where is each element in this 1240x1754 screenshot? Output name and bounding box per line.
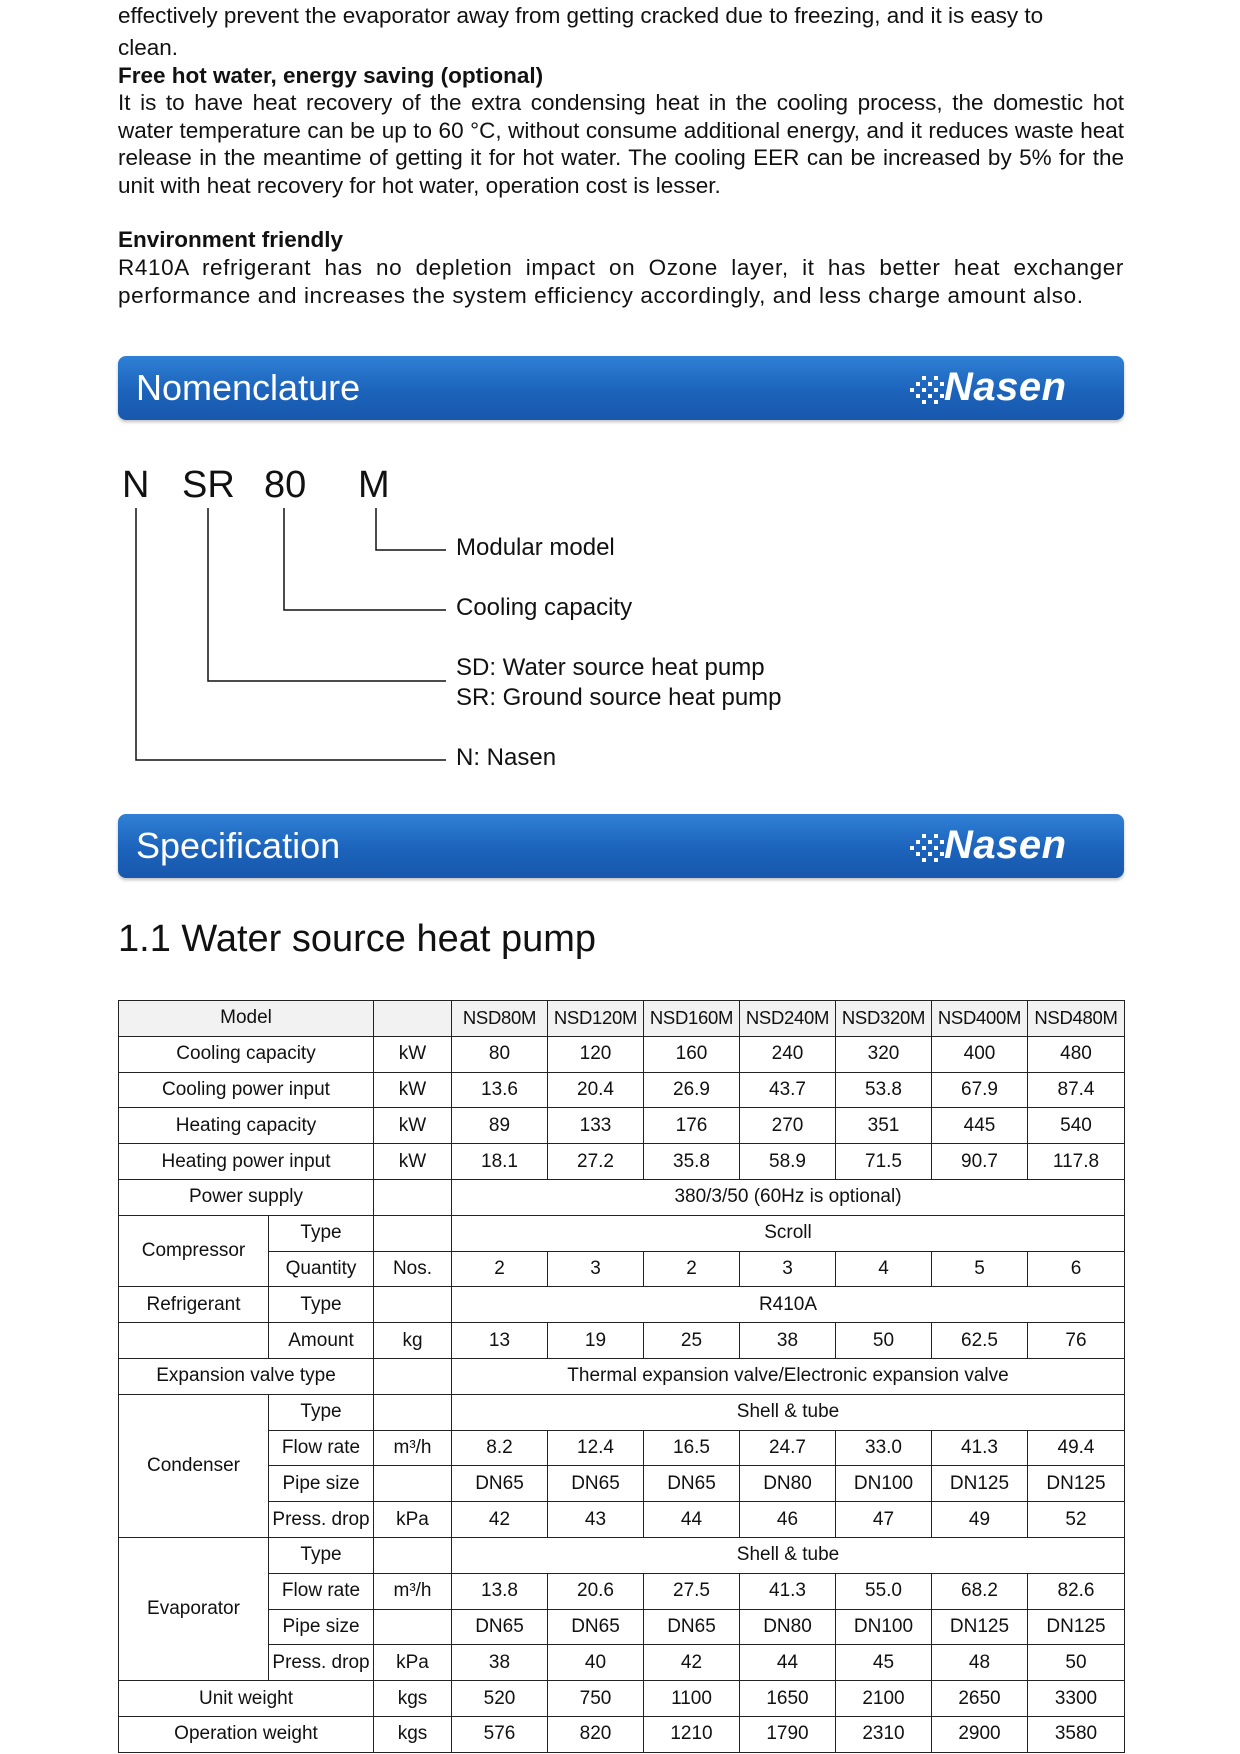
model-name-cell: NSD400M [932, 1001, 1028, 1037]
label-sd: SD: Water source heat pump [456, 654, 765, 681]
unit-cell: kW [374, 1144, 452, 1180]
heating-power-input-cell: 27.2 [548, 1144, 644, 1180]
table-row [119, 1287, 1125, 1323]
specification-title: Specification [136, 825, 341, 866]
model-name-cell: NSD80M [452, 1001, 548, 1037]
table-row [119, 1502, 1125, 1538]
intro-line-2: clean. [118, 35, 179, 60]
cooling-power-input-cell: 13.6 [452, 1072, 548, 1108]
condenser-press-drop-cell: 43 [548, 1502, 644, 1538]
condenser-label: Condenser [119, 1394, 269, 1537]
evaporator-pipe-size-cell: DN65 [452, 1609, 548, 1645]
refrigerant-amount-label: Amount [269, 1323, 374, 1359]
table-row [119, 1430, 1125, 1466]
cooling-power-input-cell: 20.4 [548, 1072, 644, 1108]
unit-cell [374, 1466, 452, 1502]
evaporator-flow-rate-label: Flow rate [269, 1573, 374, 1609]
nasen-logo [908, 823, 1078, 867]
evaporator-flow-rate-cell: 20.6 [548, 1573, 644, 1609]
unit-cell: kW [374, 1072, 452, 1108]
compressor-label: Compressor [119, 1215, 269, 1287]
table-row [119, 1573, 1125, 1609]
table-row [119, 1716, 1125, 1752]
compressor-quantity-cell: 2 [644, 1251, 740, 1287]
unit-cell [374, 1287, 452, 1323]
heating-capacity-label: Heating capacity [119, 1108, 374, 1144]
refrigerant-amount-cell: 76 [1028, 1323, 1125, 1359]
model-name-cell: NSD160M [644, 1001, 740, 1037]
heating-capacity-cell: 270 [740, 1108, 836, 1144]
condenser-press-drop-cell: 42 [452, 1502, 548, 1538]
label-cooling: Cooling capacity [456, 594, 633, 621]
refrigerant-type-label: Type [269, 1287, 374, 1323]
table-row [119, 1681, 1125, 1717]
model-name-cell: NSD240M [740, 1001, 836, 1037]
table-row [119, 1609, 1125, 1645]
connector-number [284, 508, 446, 610]
code-sr: SR [182, 464, 235, 506]
refrigerant-blank-cell [119, 1323, 269, 1359]
evaporator-pipe-size-cell: DN125 [1028, 1609, 1125, 1645]
nomenclature-banner [118, 356, 1124, 420]
condenser-press-drop-cell: 49 [932, 1502, 1028, 1538]
compressor-quantity-cell: 6 [1028, 1251, 1125, 1287]
evaporator-press-drop-cell: 42 [644, 1645, 740, 1681]
condenser-pipe-size-cell: DN100 [836, 1466, 932, 1502]
condenser-pipe-size-cell: DN65 [452, 1466, 548, 1502]
env-body: R410A refrigerant has no depletion impact on Ozone layer, it has better heat exchanger performance and increases the system efficiency accordingly, and less charge amount also. [118, 255, 1124, 308]
unit-cell: kW [374, 1108, 452, 1144]
cooling-capacity-cell: 320 [836, 1036, 932, 1072]
label-modular: Modular model [456, 534, 615, 561]
refrigerant-label: Refrigerant [119, 1287, 269, 1323]
table-row [119, 1323, 1125, 1359]
heating-power-input-cell: 58.9 [740, 1144, 836, 1180]
refrigerant-type-value: R410A [452, 1287, 1125, 1323]
nomenclature-title: Nomenclature [136, 367, 361, 408]
logo-word: Nasen [944, 823, 1067, 867]
condenser-press-drop-cell: 52 [1028, 1502, 1125, 1538]
heating-capacity-cell: 540 [1028, 1108, 1125, 1144]
operation-weight-cell: 3580 [1028, 1716, 1125, 1752]
condenser-press-drop-label: Press. drop [269, 1502, 374, 1538]
evaporator-flow-rate-cell: 41.3 [740, 1573, 836, 1609]
condenser-pipe-size-cell: DN80 [740, 1466, 836, 1502]
operation-weight-cell: 576 [452, 1716, 548, 1752]
unit-weight-cell: 520 [452, 1681, 548, 1717]
condenser-flow-rate-cell: 16.5 [644, 1430, 740, 1466]
condenser-press-drop-cell: 44 [644, 1502, 740, 1538]
logo-mark-icon [908, 826, 948, 866]
compressor-quantity-cell: 5 [932, 1251, 1028, 1287]
table-row [119, 1251, 1125, 1287]
cooling-power-input-label: Cooling power input [119, 1072, 374, 1108]
evaporator-pipe-size-cell: DN65 [644, 1609, 740, 1645]
heating-power-input-cell: 18.1 [452, 1144, 548, 1180]
refrigerant-amount-cell: 25 [644, 1323, 740, 1359]
specification-banner [118, 814, 1124, 878]
cooling-capacity-cell: 80 [452, 1036, 548, 1072]
evaporator-press-drop-cell: 50 [1028, 1645, 1125, 1681]
label-n: N: Nasen [456, 744, 557, 771]
table-row [119, 1358, 1125, 1394]
heating-capacity-cell: 351 [836, 1108, 932, 1144]
unit-weight-cell: 750 [548, 1681, 644, 1717]
unit-weight-cell: 3300 [1028, 1681, 1125, 1717]
table-row [119, 1001, 1125, 1037]
operation-weight-label: Operation weight [119, 1716, 374, 1752]
unit-cell: kPa [374, 1502, 452, 1538]
evaporator-press-drop-label: Press. drop [269, 1645, 374, 1681]
logo-mark-icon [908, 368, 948, 408]
model-name-cell: NSD320M [836, 1001, 932, 1037]
table-row [119, 1645, 1125, 1681]
unit-cell [374, 1537, 452, 1573]
code-n: N [122, 464, 150, 506]
unit-cell: kPa [374, 1645, 452, 1681]
cooling-capacity-cell: 240 [740, 1036, 836, 1072]
label-sr: SR: Ground source heat pump [456, 684, 782, 711]
cooling-power-input-cell: 43.7 [740, 1072, 836, 1108]
condenser-type-value: Shell & tube [452, 1394, 1125, 1430]
unit-cell [374, 1215, 452, 1251]
evaporator-pipe-size-label: Pipe size [269, 1609, 374, 1645]
table-row [119, 1215, 1125, 1251]
unit-header [374, 1001, 452, 1037]
unit-cell: kgs [374, 1716, 452, 1752]
condenser-type-label: Type [269, 1394, 374, 1430]
table-row [119, 1072, 1125, 1108]
condenser-flow-rate-cell: 33.0 [836, 1430, 932, 1466]
operation-weight-cell: 820 [548, 1716, 644, 1752]
table-row [119, 1537, 1125, 1573]
evaporator-type-label: Type [269, 1537, 374, 1573]
spec-table [118, 1000, 1125, 1753]
cooling-capacity-cell: 160 [644, 1036, 740, 1072]
condenser-pipe-size-cell: DN65 [644, 1466, 740, 1502]
unit-weight-cell: 2650 [932, 1681, 1028, 1717]
connector-n [136, 508, 446, 760]
code-number: 80 [264, 464, 307, 506]
connector-m [376, 508, 446, 550]
spec-table-body [119, 1001, 1125, 1753]
condenser-press-drop-cell: 46 [740, 1502, 836, 1538]
refrigerant-amount-cell: 13 [452, 1323, 548, 1359]
unit-weight-cell: 2100 [836, 1681, 932, 1717]
model-header: Model [119, 1001, 374, 1037]
heating-capacity-cell: 176 [644, 1108, 740, 1144]
unit-cell: kW [374, 1036, 452, 1072]
operation-weight-cell: 2310 [836, 1716, 932, 1752]
refrigerant-amount-cell: 38 [740, 1323, 836, 1359]
heating-capacity-cell: 89 [452, 1108, 548, 1144]
logo-word: Nasen [944, 365, 1067, 409]
compressor-quantity-cell: 3 [740, 1251, 836, 1287]
cooling-power-input-cell: 53.8 [836, 1072, 932, 1108]
heating-power-input-label: Heating power input [119, 1144, 374, 1180]
condenser-pipe-size-cell: DN65 [548, 1466, 644, 1502]
table-row [119, 1036, 1125, 1072]
table-row [119, 1144, 1125, 1180]
heating-power-input-cell: 71.5 [836, 1144, 932, 1180]
condenser-flow-rate-label: Flow rate [269, 1430, 374, 1466]
compressor-quantity-cell: 3 [548, 1251, 644, 1287]
operation-weight-cell: 2900 [932, 1716, 1028, 1752]
evaporator-pipe-size-cell: DN65 [548, 1609, 644, 1645]
cooling-power-input-cell: 26.9 [644, 1072, 740, 1108]
model-name-cell: NSD120M [548, 1001, 644, 1037]
hot-water-body: It is to have heat recovery of the extra condensing heat in the cooling process, the domestic hot water temperature can be up to 60 °C, without consume additional energy, and it reduces waste heat release in the meantime of getting it for hot water. The cooling EER can be increased by 5% for the unit with heat recovery for hot water, operation cost is lesser. [118, 90, 1124, 198]
code-m: M [358, 464, 390, 506]
evaporator-pipe-size-cell: DN80 [740, 1609, 836, 1645]
expansion-valve-value: Thermal expansion valve/Electronic expansion valve [452, 1358, 1125, 1394]
evaporator-press-drop-cell: 44 [740, 1645, 836, 1681]
unit-weight-label: Unit weight [119, 1681, 374, 1717]
condenser-pipe-size-label: Pipe size [269, 1466, 374, 1502]
unit-cell: Nos. [374, 1251, 452, 1287]
evaporator-flow-rate-cell: 68.2 [932, 1573, 1028, 1609]
heating-power-input-cell: 117.8 [1028, 1144, 1125, 1180]
condenser-flow-rate-cell: 49.4 [1028, 1430, 1125, 1466]
heating-capacity-cell: 445 [932, 1108, 1028, 1144]
cooling-power-input-cell: 87.4 [1028, 1072, 1125, 1108]
cooling-capacity-cell: 120 [548, 1036, 644, 1072]
env-heading: Environment friendly [118, 227, 344, 252]
unit-cell [374, 1358, 452, 1394]
table-row [119, 1179, 1125, 1215]
refrigerant-amount-cell: 50 [836, 1323, 932, 1359]
compressor-quantity-cell: 4 [836, 1251, 932, 1287]
operation-weight-cell: 1790 [740, 1716, 836, 1752]
evaporator-press-drop-cell: 38 [452, 1645, 548, 1681]
heating-power-input-cell: 90.7 [932, 1144, 1028, 1180]
compressor-quantity-cell: 2 [452, 1251, 548, 1287]
evaporator-press-drop-cell: 45 [836, 1645, 932, 1681]
evaporator-flow-rate-cell: 13.8 [452, 1573, 548, 1609]
evaporator-flow-rate-cell: 55.0 [836, 1573, 932, 1609]
table-row [119, 1394, 1125, 1430]
compressor-type-label: Type [269, 1215, 374, 1251]
cooling-capacity-cell: 400 [932, 1036, 1028, 1072]
evaporator-press-drop-cell: 40 [548, 1645, 644, 1681]
heating-capacity-cell: 133 [548, 1108, 644, 1144]
unit-cell: m³/h [374, 1430, 452, 1466]
heating-power-input-cell: 35.8 [644, 1144, 740, 1180]
evaporator-flow-rate-cell: 27.5 [644, 1573, 740, 1609]
condenser-pipe-size-cell: DN125 [932, 1466, 1028, 1502]
hot-water-heading: Free hot water, energy saving (optional) [118, 63, 544, 88]
expansion-valve-label: Expansion valve type [119, 1358, 374, 1394]
cooling-capacity-label: Cooling capacity [119, 1036, 374, 1072]
refrigerant-amount-cell: 19 [548, 1323, 644, 1359]
unit-cell [374, 1609, 452, 1645]
section-subtitle: 1.1 Water source heat pump [118, 918, 597, 960]
evaporator-pipe-size-cell: DN100 [836, 1609, 932, 1645]
compressor-quantity-label: Quantity [269, 1251, 374, 1287]
model-name-cell: NSD480M [1028, 1001, 1125, 1037]
evaporator-press-drop-cell: 48 [932, 1645, 1028, 1681]
evaporator-flow-rate-cell: 82.6 [1028, 1573, 1125, 1609]
compressor-type-value: Scroll [452, 1215, 1125, 1251]
intro-line-1: effectively prevent the evaporator away from getting cracked due to freezing, and it is easy to [118, 3, 1044, 28]
unit-cell: m³/h [374, 1573, 452, 1609]
power-supply-value: 380/3/50 (60Hz is optional) [452, 1179, 1125, 1215]
unit-weight-cell: 1650 [740, 1681, 836, 1717]
unit-cell: kgs [374, 1681, 452, 1717]
condenser-flow-rate-cell: 24.7 [740, 1430, 836, 1466]
connector-sr [208, 508, 446, 681]
nasen-logo [908, 365, 1078, 409]
unit-weight-cell: 1100 [644, 1681, 740, 1717]
condenser-flow-rate-cell: 41.3 [932, 1430, 1028, 1466]
table-row [119, 1108, 1125, 1144]
table-row [119, 1466, 1125, 1502]
evaporator-pipe-size-cell: DN125 [932, 1609, 1028, 1645]
unit-cell [374, 1394, 452, 1430]
cooling-power-input-cell: 67.9 [932, 1072, 1028, 1108]
operation-weight-cell: 1210 [644, 1716, 740, 1752]
unit-cell: kg [374, 1323, 452, 1359]
evaporator-type-value: Shell & tube [452, 1537, 1125, 1573]
unit-cell [374, 1179, 452, 1215]
condenser-flow-rate-cell: 12.4 [548, 1430, 644, 1466]
evaporator-label: Evaporator [119, 1537, 269, 1680]
refrigerant-amount-cell: 62.5 [932, 1323, 1028, 1359]
cooling-capacity-cell: 480 [1028, 1036, 1125, 1072]
condenser-flow-rate-cell: 8.2 [452, 1430, 548, 1466]
power-supply-label: Power supply [119, 1179, 374, 1215]
condenser-press-drop-cell: 47 [836, 1502, 932, 1538]
condenser-pipe-size-cell: DN125 [1028, 1466, 1125, 1502]
